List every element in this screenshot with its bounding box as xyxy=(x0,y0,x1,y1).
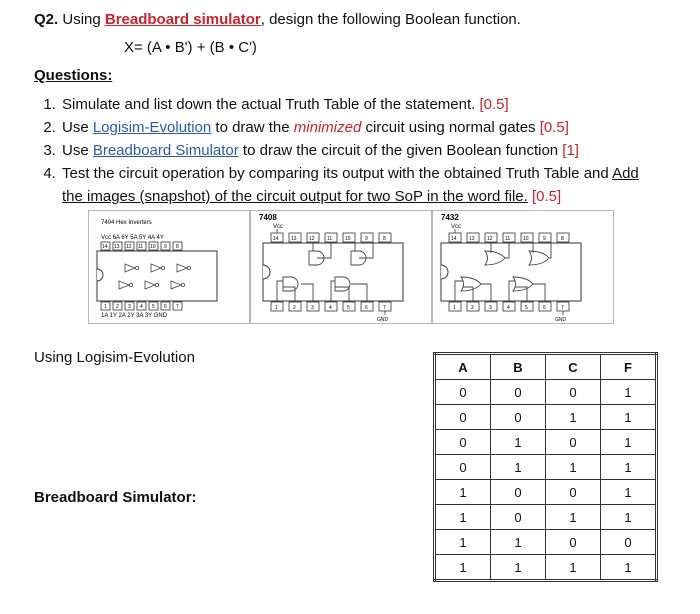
pin-label: 10 xyxy=(345,236,351,242)
pin-label: 6 xyxy=(365,305,368,311)
q3-post: to draw the circuit of the given Boolean function xyxy=(238,142,563,159)
pin-label: 7 xyxy=(561,305,564,311)
chip-7408-top-pins xyxy=(271,233,391,242)
q2-mid: to draw the xyxy=(211,119,294,136)
question-item-1 xyxy=(60,93,700,116)
table-cell: 1 xyxy=(546,505,601,530)
questions-list xyxy=(34,93,700,208)
table-cell: 0 xyxy=(491,480,546,505)
q4-marks: [0.5] xyxy=(531,188,562,205)
chip-7432-top-pins xyxy=(449,233,569,242)
table-cell: 1 xyxy=(491,455,546,480)
pin-label: 1 xyxy=(275,305,278,311)
pin-label: 8 xyxy=(176,244,179,250)
pin-label: 9 xyxy=(543,236,546,242)
chip-7408-gnd: GND xyxy=(377,317,389,323)
pin-label: 7 xyxy=(176,304,179,310)
q3-pre: Use xyxy=(62,142,93,159)
q2-post: circuit using normal gates xyxy=(361,119,540,136)
table-row xyxy=(435,430,657,455)
table-row xyxy=(435,405,657,430)
table-cell: 0 xyxy=(435,380,491,405)
pin-label: 9 xyxy=(365,236,368,242)
logisim-link[interactable]: Logisim-Evolution xyxy=(92,119,212,136)
pin-label: 10 xyxy=(150,244,156,250)
q3-marks: [1] xyxy=(562,142,579,159)
table-cell: 0 xyxy=(546,430,601,455)
q4-add: Add xyxy=(612,165,639,182)
table-cell: 0 xyxy=(546,380,601,405)
chip-7432-diagram xyxy=(432,210,614,324)
chip-7404-bottom-pins xyxy=(101,302,182,310)
pin-label: 3 xyxy=(128,304,131,310)
pin-label: 6 xyxy=(164,304,167,310)
table-row xyxy=(435,505,657,530)
pin-label: 6 xyxy=(543,305,546,311)
pin-label: 14 xyxy=(102,244,108,250)
question-item-3 xyxy=(60,139,700,162)
questions-heading: Questions: xyxy=(34,67,113,84)
chip-7408-diagram xyxy=(250,210,432,324)
table-cell: 1 xyxy=(435,505,491,530)
pin-label: 13 xyxy=(114,244,120,250)
logisim-section-label: Using Logisim-Evolution xyxy=(34,349,195,366)
table-cell: 1 xyxy=(601,405,657,430)
table-row xyxy=(435,555,657,581)
chip-7432-bottom-pins xyxy=(449,302,569,311)
pin-label: 8 xyxy=(383,236,386,242)
table-row xyxy=(435,380,657,405)
table-header-row xyxy=(435,354,657,380)
pin-label: 12 xyxy=(126,244,132,250)
column-header-b: B xyxy=(491,354,546,380)
column-header-f: F xyxy=(601,354,657,380)
pin-label: 9 xyxy=(164,244,167,250)
chip-7404-diagram xyxy=(88,210,250,324)
chip-7432-vcc: Vcc xyxy=(451,224,462,230)
table-cell: 1 xyxy=(601,455,657,480)
column-header-a: A xyxy=(435,354,491,380)
table-cell: 0 xyxy=(546,480,601,505)
pin-label: 5 xyxy=(152,304,155,310)
pin-label: 10 xyxy=(523,236,529,242)
table-cell: 1 xyxy=(435,530,491,555)
table-cell: 1 xyxy=(435,555,491,581)
chip-7404-bottom-labels: 1A 1Y 2A 2Y 3A 3Y GND xyxy=(101,313,168,319)
table-cell: 1 xyxy=(601,555,657,581)
pin-label: 13 xyxy=(291,236,297,242)
chip-7408-bottom-pins xyxy=(271,302,391,311)
table-cell: 1 xyxy=(601,380,657,405)
table-cell: 1 xyxy=(546,405,601,430)
pin-label: 12 xyxy=(487,236,493,242)
intro-before: Using xyxy=(58,11,105,28)
pin-label: 5 xyxy=(347,305,350,311)
pin-label: 5 xyxy=(525,305,528,311)
q4-pre: Test the circuit operation by comparing its output with the obtained Truth Table and xyxy=(62,165,613,182)
column-header-c: C xyxy=(546,354,601,380)
q2-emph: minimized xyxy=(293,119,362,136)
chip-7432-gnd: GND xyxy=(555,317,567,323)
pin-label: 11 xyxy=(505,236,511,242)
q1-text: Simulate and list down the actual Truth Table of the statement. xyxy=(62,96,480,113)
table-cell: 0 xyxy=(491,380,546,405)
q2-marks: [0.5] xyxy=(539,119,569,136)
table-cell: 1 xyxy=(546,555,601,581)
question-item-2 xyxy=(60,116,700,139)
question-title xyxy=(34,11,521,28)
boolean-formula: X= (A • B') + (B • C') xyxy=(124,39,257,56)
breadboard-section-label: Breadboard Simulator: xyxy=(34,489,197,506)
question-number: Q2. xyxy=(34,11,59,28)
table-cell: 1 xyxy=(491,430,546,455)
pin-label: 4 xyxy=(140,304,143,310)
table-row xyxy=(435,480,657,505)
pin-label: 11 xyxy=(327,236,333,242)
pin-label: 4 xyxy=(329,305,332,311)
pin-label: 11 xyxy=(138,244,144,250)
table-cell: 1 xyxy=(601,505,657,530)
table-cell: 0 xyxy=(435,405,491,430)
table-cell: 1 xyxy=(491,555,546,581)
pin-label: 7 xyxy=(383,305,386,311)
breadboard-simulator-link[interactable]: Breadboard simulator xyxy=(104,11,261,28)
pin-label: 3 xyxy=(311,305,314,311)
table-cell: 0 xyxy=(435,430,491,455)
pin-label: 1 xyxy=(453,305,456,311)
pin-label: 12 xyxy=(309,236,315,242)
pin-label: 4 xyxy=(507,305,510,311)
chip-7404-title: 7404 Hex Inverters xyxy=(101,220,152,226)
pin-label: 3 xyxy=(489,305,492,311)
intro-after: , design the following Boolean function. xyxy=(260,11,521,28)
table-cell: 0 xyxy=(546,530,601,555)
pin-label: 1 xyxy=(104,304,107,310)
breadboard-link[interactable]: Breadboard Simulator xyxy=(92,142,239,159)
truth-table xyxy=(433,352,658,582)
q2-pre: Use xyxy=(62,119,93,136)
table-cell: 0 xyxy=(491,505,546,530)
pin-label: 2 xyxy=(116,304,119,310)
chip-7408-title: 7408 xyxy=(259,213,277,222)
table-cell: 1 xyxy=(435,480,491,505)
table-cell: 1 xyxy=(546,455,601,480)
table-cell: 0 xyxy=(491,405,546,430)
pin-label: 14 xyxy=(451,236,457,242)
pin-label: 14 xyxy=(273,236,279,242)
chip-7404-top-pins xyxy=(101,242,182,250)
q1-marks: [0.5] xyxy=(479,96,509,113)
pin-label: 2 xyxy=(293,305,296,311)
table-cell: 0 xyxy=(601,530,657,555)
question-item-4 xyxy=(60,162,700,208)
table-row xyxy=(435,455,657,480)
q4-underlined: the images (snapshot) of the circuit output for two SoP in the word file. xyxy=(62,188,528,205)
table-cell: 1 xyxy=(601,430,657,455)
chip-7404-top-labels: Vcc 6A 6Y 5A 5Y 4A 4Y xyxy=(101,235,164,241)
chip-7408-vcc: Vcc xyxy=(273,224,284,230)
chip-7432-title: 7432 xyxy=(441,213,459,222)
pin-label: 13 xyxy=(469,236,475,242)
table-row xyxy=(435,530,657,555)
table-cell: 0 xyxy=(435,455,491,480)
pin-label: 2 xyxy=(471,305,474,311)
pin-label: 8 xyxy=(561,236,564,242)
table-cell: 1 xyxy=(491,530,546,555)
table-cell: 1 xyxy=(601,480,657,505)
